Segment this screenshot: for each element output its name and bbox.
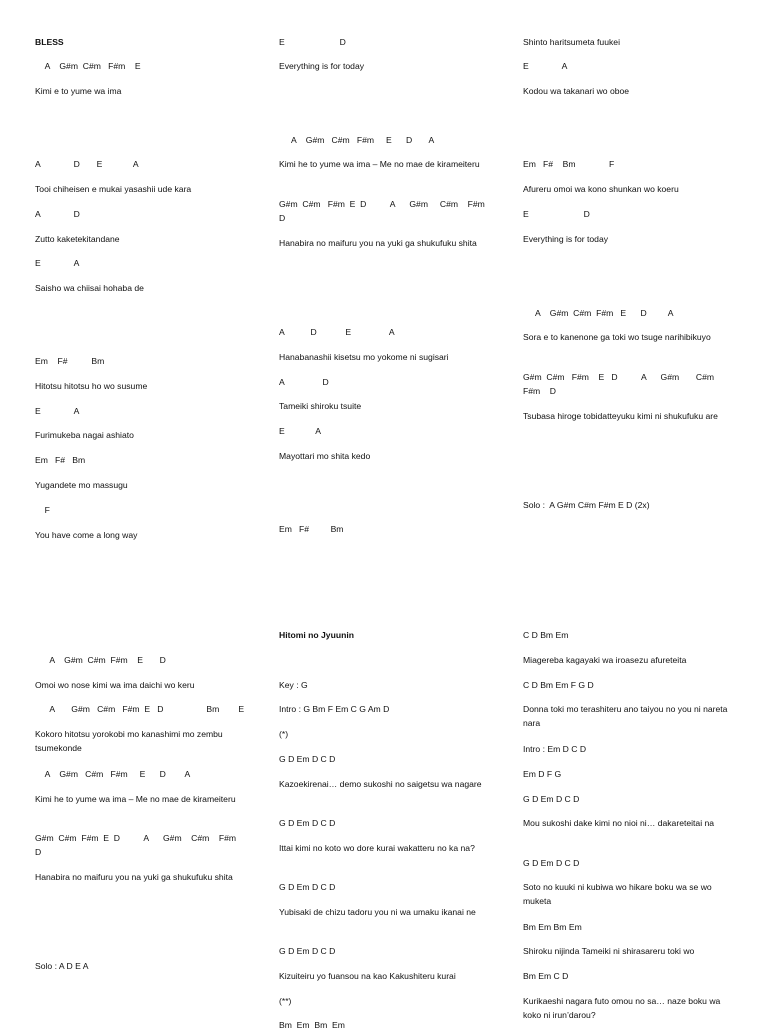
lyric-line: C D Bm Em — [523, 630, 569, 640]
lyric-line: A D — [35, 209, 80, 219]
song-title: Hitomi no Jyuunin — [279, 630, 354, 640]
lyric-line: Kimi he to yume wa ima – Me no mae de kirameiteru — [35, 794, 236, 804]
lyric-line: (*) — [279, 729, 289, 739]
lyric-line: Em F# Bm — [35, 356, 105, 366]
lyric-line: E A — [35, 406, 80, 416]
column-3 — [523, 0, 738, 1024]
lyric-line: Bm Em C D — [523, 971, 569, 981]
lyric-line: Donna toki mo terashiteru ano taiyou no you ni nareta nara — [523, 704, 730, 728]
lyric-line: Omoi wo nose kimi wa ima daichi wo keru — [35, 680, 195, 690]
column-1 — [35, 0, 250, 1024]
lyric-line: G D Em D C D — [279, 818, 336, 828]
lyric-line: Kazoekirenai… demo sukoshi no saigetsu wa nagare — [279, 779, 482, 789]
lyric-line: Mayottari mo shita kedo — [279, 451, 371, 461]
lyric-line: Shiroku nijinda Tameiki ni shirasareru toki wo — [523, 946, 695, 956]
lyric-line: Furimukeba nagai ashiato — [35, 430, 134, 440]
lyric-line: You have come a long way — [35, 530, 138, 540]
lyric-line: Miagereba kagayaki wa iroasezu afureteita — [523, 655, 687, 665]
lyric-line: Hanabanashii kisetsu mo yokome ni sugisari — [279, 352, 449, 362]
lyric-line: E D — [279, 37, 346, 47]
lyric-line: Bm Em Bm Em — [279, 1020, 345, 1030]
lyric-line: G#m C#m F#m E D A G#m C#m F#m D — [279, 199, 492, 223]
lyric-line: G#m C#m F#m E D A G#m C#m F#m D — [523, 372, 724, 396]
lyric-line: Shinto haritsumeta fuukei — [523, 37, 620, 47]
lyric-line: Kimi he to yume wa ima – Me no mae de kirameiteru — [279, 159, 480, 169]
lyric-line: Solo : A G#m C#m F#m E D (2x) — [523, 500, 650, 510]
lyric-line: Em F# Bm F — [523, 159, 615, 169]
lyric-line: Em F# Bm — [35, 455, 86, 465]
lyric-line: Everything is for today — [279, 61, 365, 71]
lyric-line: Everything is for today — [523, 234, 609, 244]
lyric-line: Sora e to kanenone ga toki wo tsuge narihibikuyo — [523, 332, 711, 342]
column-2 — [279, 0, 494, 1030]
lyric-line: G D Em D C D — [523, 858, 580, 868]
lyric-line: A G#m C#m F#m E — [35, 61, 141, 71]
lyric-line: Kimi e to yume wa ima — [35, 86, 122, 96]
lyric-line: E A — [35, 258, 80, 268]
lyric-line: Tooi chiheisen e mukai yasashii ude kara — [35, 184, 192, 194]
lyric-line: Kodou wa takanari wo oboe — [523, 86, 630, 96]
lyric-line: A G#m C#m F#m E D Bm E — [35, 704, 245, 714]
lyric-line: A D E A — [35, 159, 139, 169]
lyric-line: A G#m C#m F#m E D A — [279, 135, 435, 145]
lyric-line: Yubisaki de chizu tadoru you ni wa umaku ikanai ne — [279, 907, 476, 917]
lyric-line: Kurikaeshi nagara futo omou no sa… naze boku wa koko ni irun’darou? — [523, 996, 723, 1020]
lyric-line: Intro : Em D C D — [523, 744, 587, 754]
lyric-line: G D Em D C D — [279, 946, 336, 956]
lyric-line: A G#m C#m F#m E D — [35, 655, 166, 665]
lyric-line: (**) — [279, 996, 292, 1006]
lyric-line: G D Em D C D — [279, 754, 336, 764]
lyric-line: F — [35, 505, 50, 515]
lyric-line: Em F# Bm — [279, 524, 344, 534]
lyric-line: E A — [279, 426, 322, 436]
lyric-line: Tsubasa hiroge tobidatteyuku kimi ni shukufuku are — [523, 411, 718, 421]
lyric-line: Hanabira no maifuru you na yuki ga shukufuku shita — [35, 872, 233, 882]
lyric-line: Soto no kuuki ni kubiwa wo hikare boku wa se wo muketa — [523, 882, 715, 906]
lyric-line: Afureru omoi wa kono shunkan wo koeru — [523, 184, 679, 194]
lyric-line: Yugandete mo massugu — [35, 480, 128, 490]
lyric-line: Hanabira no maifuru you na yuki ga shukufuku shita — [279, 238, 477, 248]
lyric-line: Bm Em Bm Em — [523, 922, 582, 932]
lyric-line: Tameiki shiroku tsuite — [279, 401, 362, 411]
lyric-line: Mou sukoshi dake kimi no nioi ni… dakareteitai na — [523, 818, 715, 828]
lyric-line: Kokoro hitotsu yorokobi mo kanashimi mo zembu tsumekonde — [35, 729, 226, 753]
lyric-line: A D — [279, 377, 329, 387]
lyric-line: A D E A — [279, 327, 395, 337]
lyric-line: A G#m C#m F#m E D A — [523, 308, 674, 318]
lyric-line: Saisho wa chiisai hohaba de — [35, 283, 144, 293]
lyric-line: Solo : A D E A — [35, 961, 89, 971]
lyric-line: E D — [523, 209, 590, 219]
lyric-line: G#m C#m F#m E D A G#m C#m F#m D — [35, 833, 246, 857]
lyric-line: E A — [523, 61, 568, 71]
lyric-line: Ittai kimi no koto wo dore kurai wakatteru no ka na? — [279, 843, 475, 853]
song-title: BLESS — [35, 37, 64, 47]
lyric-line: Zutto kaketekitandane — [35, 234, 120, 244]
lyric-line: C D Bm Em F G D — [523, 680, 594, 690]
lyric-line: Hitotsu hitotsu ho wo susume — [35, 381, 148, 391]
lyric-line: G D Em D C D — [279, 882, 336, 892]
lyric-line: Key : G — [279, 680, 308, 690]
lyric-line: Intro : G Bm F Em C G Am D — [279, 704, 390, 714]
lyric-line: Em D F G — [523, 769, 562, 779]
lyric-line: A G#m C#m F#m E D A — [35, 769, 191, 779]
lyric-line: Kizuiteiru yo fuansou na kao Kakushiteru kurai — [279, 971, 456, 981]
lyric-line: G D Em D C D — [523, 794, 580, 804]
